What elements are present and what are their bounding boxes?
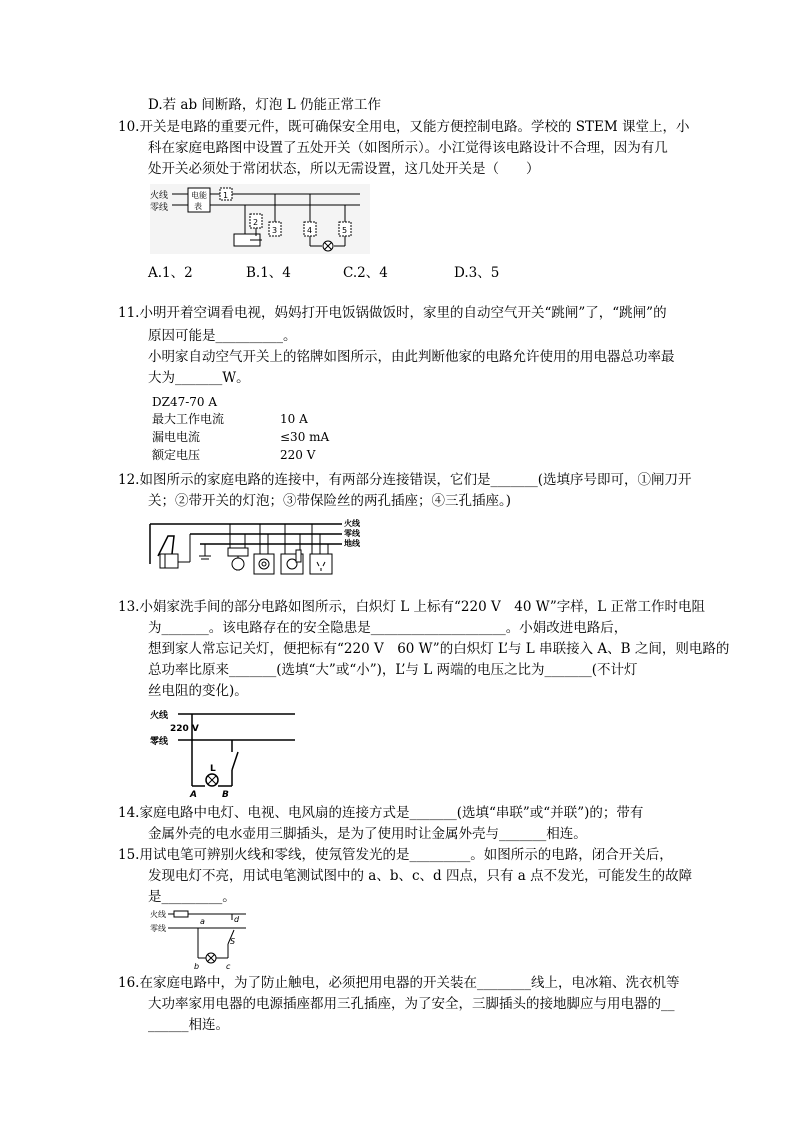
fuse bbox=[296, 550, 301, 562]
q11-line2: 原因可能是__________。 bbox=[148, 328, 297, 344]
q13-point-b: B bbox=[222, 790, 229, 800]
q12-live-label: 火线 bbox=[344, 519, 360, 528]
two-hole-socket-1 bbox=[254, 554, 274, 574]
q15-switch-label: S bbox=[230, 937, 236, 946]
q13-line5: 丝电阻的变化)。 bbox=[148, 683, 248, 699]
svg-text:1: 1 bbox=[223, 191, 229, 200]
q13-neutral-label: 零线 bbox=[150, 737, 169, 747]
q10-option-b: B.1、4 bbox=[246, 265, 291, 281]
svg-text:4: 4 bbox=[307, 226, 313, 235]
q10-neutral-label: 零线 bbox=[150, 203, 169, 213]
svg-text:3: 3 bbox=[272, 226, 278, 235]
q10-line2: 科在家庭电路图中设置了五处开关（如图所示）。小江觉得该电路设计不合理，因为有几 bbox=[148, 140, 668, 156]
lamp-switch bbox=[228, 548, 248, 556]
q13-line2: 为_______。该电路存在的安全隐患是____________________。小娟改进电路后， bbox=[148, 620, 628, 636]
q13-line3: 想到家人常忘记关灯，便把标有“220 V 60 W”的白炽灯 L’与 L 串联接入 A、B 之间，则电路的 bbox=[148, 641, 730, 657]
svg-text:表: 表 bbox=[194, 202, 202, 211]
q15-line1: 15.用试电笔可辨别火线和零线，使氖管发光的是_________。如图所示的电路，闭合开关后， bbox=[118, 847, 673, 863]
knife-switch bbox=[158, 536, 174, 556]
q13-circuit-figure bbox=[150, 706, 300, 798]
q15-line2: 发现电灯不亮，用试电笔测试图中的 a、b、c、d 四点，只有 a 点不发光，可能发生的故障 bbox=[148, 868, 693, 884]
q10-live-label: 火线 bbox=[150, 191, 169, 201]
q15-live-label: 火线 bbox=[150, 910, 166, 919]
q15-point-b: b bbox=[194, 962, 200, 971]
q12-line1: 12.如图所示的家庭电路的连接中，有两部分连接错误，它们是_______(选填序号即可，①闸刀开 bbox=[118, 472, 692, 488]
svg-text:5: 5 bbox=[342, 226, 348, 235]
q15-point-d: d bbox=[234, 915, 240, 924]
q10-option-c: C.2、4 bbox=[343, 265, 388, 281]
q16-line3: ______相连。 bbox=[148, 1017, 229, 1033]
nameplate-row-label: 最大工作电流 bbox=[152, 412, 225, 426]
nameplate-row-value: ≤30 mA bbox=[280, 430, 330, 444]
q11-line1: 11.小明开着空调看电视，妈妈打开电饭锅做饭时，家里的自动空气开关“跳闸”了，“跳闸”的 bbox=[118, 305, 667, 321]
q13-line4: 总功率比原来_______(选填“大”或“小”)，L’与 L 两端的电压之比为_______(不计灯 bbox=[148, 662, 638, 678]
nameplate-row-label: 额定电压 bbox=[152, 448, 201, 462]
q10-line3: 处开关必须处于常闭状态，所以无需设置，这几处开关是（ ） bbox=[148, 161, 540, 177]
q13-lamp-label: L bbox=[210, 764, 216, 774]
q10-option-a: A.1、2 bbox=[148, 265, 193, 281]
q15-circuit-figure bbox=[150, 908, 250, 970]
q15-fuse bbox=[174, 911, 188, 917]
q13-point-a: A bbox=[190, 790, 197, 800]
nameplate-model: DZ47-70 A bbox=[152, 395, 218, 409]
nameplate-row-label: 漏电电流 bbox=[152, 430, 201, 444]
q14-line2: 金属外壳的电水壶用三脚插头，是为了使用时让金属外壳与_______相连。 bbox=[148, 826, 587, 842]
nameplate-row-value: 220 V bbox=[280, 448, 316, 462]
q13-line1: 13.小娟家洗手间的部分电路如图所示，白炽灯 L 上标有“220 V 40 W”字样，L 正常工作时电阻 bbox=[118, 599, 705, 615]
option-d-prev: D.若 ab 间断路，灯泡 L 仍能正常工作 bbox=[148, 97, 381, 113]
q11-line3: 小明家自动空气开关上的铭牌如图所示，由此判断他家的电路允许使用的用电器总功率最 bbox=[148, 349, 675, 365]
q10-circuit-figure bbox=[150, 184, 370, 254]
q12-circuit-figure bbox=[150, 514, 370, 580]
q12-line2: 关；②带开关的灯泡；③带保险丝的两孔插座；④三孔插座。) bbox=[148, 493, 512, 509]
q10-line1: 10.开关是电路的重要元件，既可确保安全用电，又能方便控制电路。学校的 STEM 课堂上，小 bbox=[118, 119, 690, 135]
q10-option-d: D.3、5 bbox=[454, 265, 500, 281]
q12-ground-label: 地线 bbox=[344, 539, 360, 548]
q15-line3: 是_________。 bbox=[148, 889, 236, 905]
q15-point-c: c bbox=[226, 962, 231, 971]
q15-point-a: a bbox=[200, 917, 205, 926]
bulb bbox=[232, 558, 244, 570]
svg-text:2: 2 bbox=[253, 218, 259, 227]
q14-line1: 14.家庭电路中电灯、电视、电风扇的连接方式是_______(选填“串联”或“并联”)的；带有 bbox=[118, 805, 644, 821]
q11-line4: 大为_______W。 bbox=[148, 370, 250, 386]
q12-neutral-label: 零线 bbox=[344, 529, 360, 538]
svg-text:电能: 电能 bbox=[191, 191, 207, 200]
q13-switch bbox=[232, 752, 238, 770]
nameplate-row-value: 10 A bbox=[280, 412, 308, 426]
q13-live-label: 火线 bbox=[150, 711, 169, 721]
q15-neutral-label: 零线 bbox=[150, 924, 166, 933]
q16-line2: 大功率家用电器的电源插座都用三孔插座，为了安全，三脚插头的接地脚应与用电器的__ bbox=[148, 996, 675, 1012]
q16-line1: 16.在家庭电路中，为了防止触电，必须把用电器的开关装在________线上，电冰箱、洗衣机等 bbox=[118, 975, 680, 991]
q13-voltage-label: 220 V bbox=[170, 724, 199, 734]
